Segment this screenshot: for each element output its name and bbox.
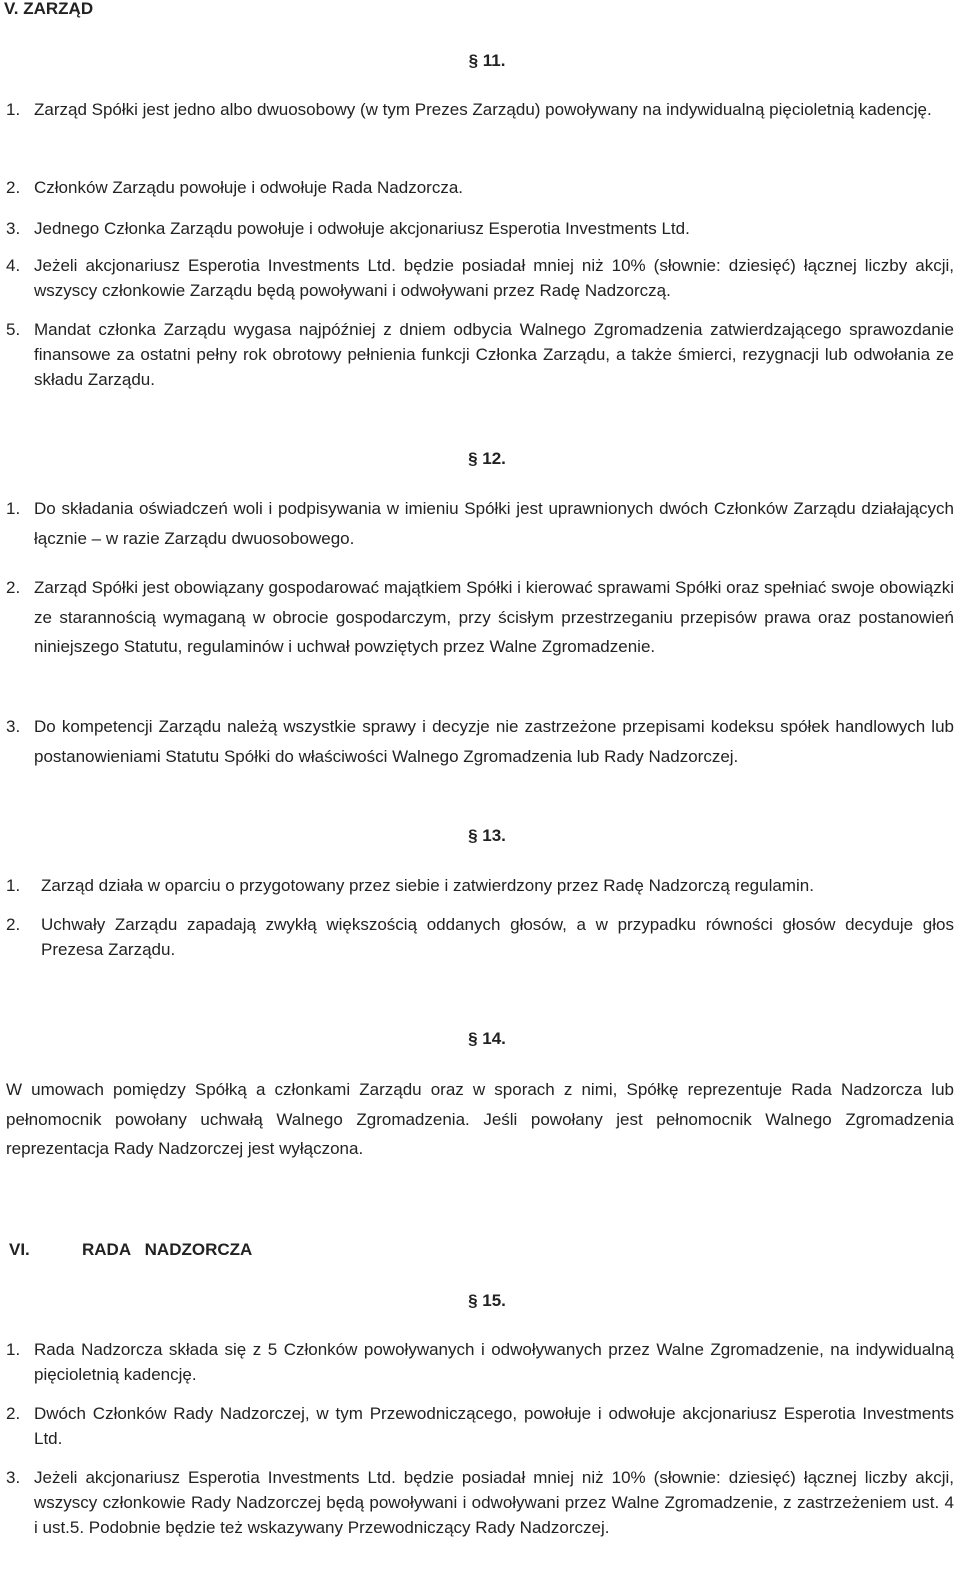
- item-text: Jeżeli akcjonariusz Esperotia Investments Ltd. będzie posiadał mniej niż 10% (słownie: dziesięć) łącznej liczby akcji, wszyscy członkowie Rady Nadzorczej będą powoływani i odwoływani przez Walne Zgromadzenie, z zastrzeżeniem ust. 4 i ust.5. Podobnie będzie też wskazywany Przewodniczący Rady Nadzorczej.: [34, 1468, 954, 1537]
- paragraph-11-heading: § 11.: [468, 51, 506, 70]
- item-text: Jeżeli akcjonariusz Esperotia Investments Ltd. będzie posiadał mniej niż 10% (słownie: dziesięć) łącznej liczby akcji, wszyscy członkowie Zarządu będą powoływani i odwoływani przez Radę Nadzorczą.: [34, 256, 954, 300]
- item-number: 2.: [6, 178, 21, 197]
- paragraph-14-heading: § 14.: [468, 1029, 506, 1048]
- list-item: [6, 97, 954, 122]
- section-vi-number: VI.: [9, 1240, 30, 1259]
- list-item: [6, 175, 954, 200]
- item-text: Zarząd Spółki jest obowiązany gospodarować majątkiem Spółki i kierować sprawami Spółki oraz spełniać swoje obowiązki ze starannością wymaganą w obrocie gospodarczym, przy ścisłym przestrzeganiu przepisów prawa oraz postanowień niniejszego Statutu, regulaminów i uchwał powziętych przez Walne Zgromadzenie.: [34, 578, 954, 656]
- list-item: [6, 494, 954, 553]
- item-text: Do kompetencji Zarządu należą wszystkie sprawy i decyzje nie zastrzeżone przepisami kodeksu spółek handlowych lub postanowieniami Statutu Spółki do właściwości Walnego Zgromadzenia lub Rady Nadzorczej.: [34, 717, 954, 766]
- list-item: [6, 573, 954, 662]
- item-number: 1.: [6, 1340, 21, 1359]
- list-item: [6, 1401, 954, 1451]
- item-number: 1.: [6, 100, 21, 119]
- item-number: 1.: [6, 499, 21, 518]
- list-item: [6, 216, 954, 241]
- item-number: 5.: [6, 320, 21, 339]
- list-item: [6, 712, 954, 771]
- item-text: Dwóch Członków Rady Nadzorczej, w tym Przewodniczącego, powołuje i odwołuje akcjonariusz Esperotia Investments Ltd.: [34, 1404, 954, 1448]
- item-text: Zarząd Spółki jest jedno albo dwuosobowy (w tym Prezes Zarządu) powoływany na indywidualną pięcioletnią kadencję.: [34, 100, 932, 119]
- item-number: 1.: [6, 876, 21, 895]
- item-text: Członków Zarządu powołuje i odwołuje Rada Nadzorcza.: [34, 178, 464, 197]
- list-item: [6, 912, 954, 962]
- item-text: Mandat członka Zarządu wygasa najpóźniej z dniem odbycia Walnego Zgromadzenia zatwierdzającego sprawozdanie finansowe za ostatni pełny rok obrotowy pełnienia funkcji Członka Zarządu, a także śmierci, rezygnacji lub odwołania ze składu Zarządu.: [34, 320, 954, 389]
- section-v-heading: V. ZARZĄD: [4, 0, 94, 18]
- section-vi-heading: RADA NADZORCZA: [82, 1240, 253, 1259]
- list-item: [6, 317, 954, 392]
- paragraph-15-heading: § 15.: [468, 1291, 506, 1310]
- paragraph-14-text: W umowach pomiędzy Spółką a członkami Zarządu oraz w sporach z nimi, Spółkę reprezentuje Rada Nadzorcza lub pełnomocnik powołany uchwałą Walnego Zgromadzenia. Jeśli powołany jest pełnomocnik Walnego Zgromadzenia reprezentacja Rady Nadzorczej jest wyłączona.: [6, 1080, 954, 1158]
- item-text: Zarząd działa w oparciu o przygotowany przez siebie i zatwierdzony przez Radę Nadzorczą regulamin.: [41, 876, 814, 895]
- item-number: 3.: [6, 1468, 21, 1487]
- item-text: Do składania oświadczeń woli i podpisywania w imieniu Spółki jest uprawnionych dwóch Członków Zarządu działających łącznie – w razie Zarządu dwuosobowego.: [34, 499, 954, 548]
- item-number: 2.: [6, 1404, 21, 1423]
- item-text: Uchwały Zarządu zapadają zwykłą większością oddanych głosów, a w przypadku równości głosów decyduje głos Prezesa Zarządu.: [41, 915, 954, 959]
- list-item: [6, 873, 954, 898]
- paragraph-13-heading: § 13.: [468, 826, 506, 845]
- item-text: Jednego Członka Zarządu powołuje i odwołuje akcjonariusz Esperotia Investments Ltd.: [34, 219, 690, 238]
- item-number: 4.: [6, 256, 21, 275]
- item-number: 2.: [6, 915, 21, 934]
- list-item: [6, 1465, 954, 1540]
- paragraph-12-heading: § 12.: [468, 449, 506, 468]
- item-number: 3.: [6, 717, 21, 736]
- list-item: [6, 1337, 954, 1387]
- item-text: Rada Nadzorcza składa się z 5 Członków powoływanych i odwoływanych przez Walne Zgromadzenie, na indywidualną pięcioletnią kadencję.: [34, 1340, 954, 1384]
- list-item: [6, 253, 954, 303]
- item-number: 2.: [6, 578, 21, 597]
- item-number: 3.: [6, 219, 21, 238]
